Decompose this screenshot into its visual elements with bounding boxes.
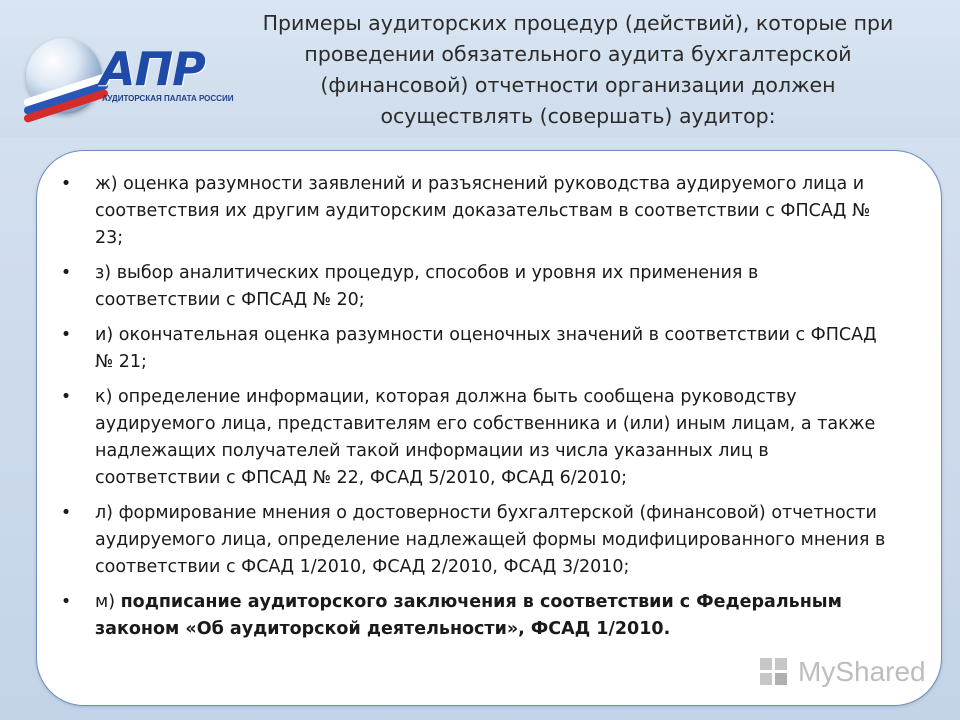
bullet-icon: • [60, 174, 72, 194]
item-text: ж) оценка разумности заявлений и разъяснений руководства аудируемого лица и соответствия их другим аудиторским доказательствам в соответствии с ФПСАД № 23; [95, 174, 871, 248]
bullet-icon: • [60, 387, 72, 407]
bullet-icon: • [60, 263, 72, 283]
bullet-icon: • [60, 592, 72, 612]
title-line: Примеры аудиторских процедур (действий), которые при [262, 11, 894, 35]
title-line: (финансовой) отчетности организации должен [320, 73, 836, 97]
slide-title [218, 8, 938, 132]
item-text: м) [95, 592, 121, 612]
slide-header [0, 0, 960, 138]
item-text: з) выбор аналитических процедур, способов и уровня их применения в соответствии с ФПСАД № 20; [95, 263, 759, 310]
app-logo [22, 32, 234, 117]
item-text-bold: подписание аудиторского заключения в соответствии с Федеральным законом «Об аудиторской деятельности», ФСАД 1/2010. [95, 592, 842, 639]
bullet-icon: • [60, 325, 72, 345]
logo-subtitle: АУДИТОРСКАЯ ПАЛАТА РОССИИ [102, 94, 234, 103]
item-text: и) окончательная оценка разумности оценочных значений в соответствии с ФПСАД № 21; [95, 325, 877, 372]
watermark-icon [760, 658, 790, 688]
list-item [59, 589, 889, 643]
title-line: проведении обязательного аудита бухгалтерской [304, 42, 852, 66]
watermark-text: MyShared [798, 656, 926, 687]
list-item [59, 171, 889, 252]
list-item [59, 260, 889, 314]
bullet-icon: • [60, 503, 72, 523]
item-text: к) определение информации, которая должна быть сообщена руководству аудируемого лица, представителям его собственника и (или) иным лицам, а также надлежащих получателей такой информации из числа указанных лиц в соответствии с ФПСАД № 22, ФСАД 5/2010, ФСАД 6/2010; [95, 387, 876, 488]
list-item [59, 322, 889, 376]
logo-abbreviation: АПР [100, 42, 205, 96]
procedure-list [59, 171, 889, 651]
watermark [760, 650, 930, 694]
list-item [59, 500, 889, 581]
item-text: л) формирование мнения о достоверности бухгалтерской (финансовой) отчетности аудируемого лица, определение надлежащей формы модифицированного мнения в соответствии с ФСАД 1/2010, ФСАД 2/2010, ФСАД 3/2010; [95, 503, 886, 577]
content-card [36, 150, 942, 706]
list-item [59, 384, 889, 492]
title-line: осуществлять (совершать) аудитор: [380, 104, 776, 128]
